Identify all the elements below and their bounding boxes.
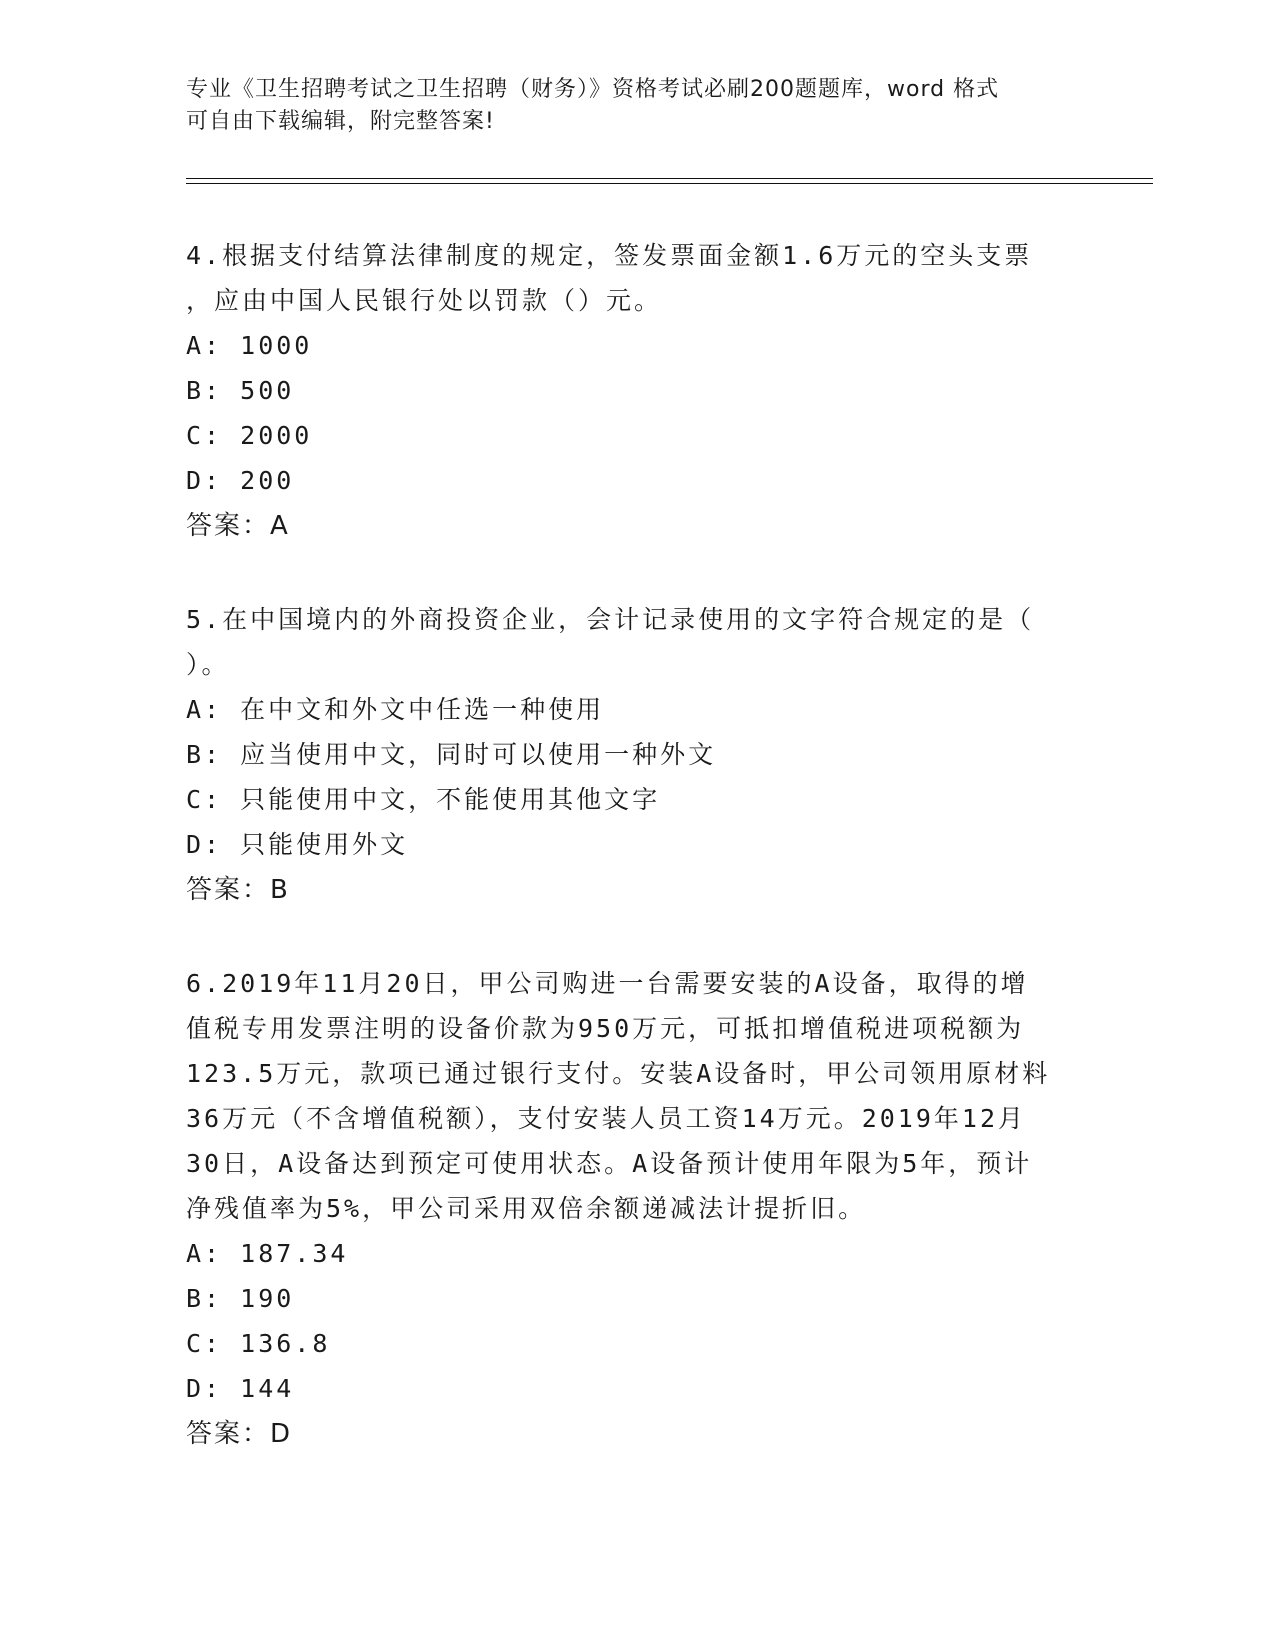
question-stem-line: 4.根据支付结算法律制度的规定，签发票面金额1.6万元的空头支票 [186,241,1033,270]
option-a: A: 187.34 [186,1239,349,1268]
answer-line: 答案：B [186,875,290,905]
question-6 [186,961,1086,1457]
option-c: C: 2000 [186,421,313,450]
option-c: C: 只能使用中文，不能使用其他文字 [186,785,661,814]
option-b: B: 190 [186,1284,295,1313]
page-header [186,74,1086,138]
header-divider-top [186,178,1153,179]
question-stem-line: 6.2019年11月20日，甲公司购进一台需要安装的A设备，取得的增 [186,969,1029,998]
question-stem-line: 净残值率为5%，甲公司采用双倍余额递减法计提折旧。 [186,1194,867,1223]
question-4 [186,233,1086,549]
header-title-line2: 可自由下载编辑，附完整答案! [186,109,495,134]
question-stem-line: ）。 [186,650,230,679]
answer-line: 答案：D [186,1419,293,1449]
option-a: A: 在中文和外文中任选一种使用 [186,695,605,724]
option-d: D: 144 [186,1374,295,1403]
answer-line: 答案：A [186,511,290,541]
option-c: C: 136.8 [186,1329,331,1358]
question-stem-line: 值税专用发票注明的设备价款为950万元，可抵扣增值税进项税额为 [186,1014,1025,1043]
question-stem-line: ，应由中国人民银行处以罚款（）元。 [186,286,663,315]
option-d: D: 只能使用外文 [186,830,409,859]
header-title-line1: 专业《卫生招聘考试之卫生招聘（财务）》资格考试必刷200题题库，word 格式 [186,77,1000,102]
option-b: B: 应当使用中文，同时可以使用一种外文 [186,740,717,769]
header-divider-bottom [186,183,1153,184]
option-b: B: 500 [186,376,295,405]
question-stem-line: 5.在中国境内的外商投资企业，会计记录使用的文字符合规定的是（ [186,605,1035,634]
question-stem-line: 30日，A设备达到预定可使用状态。A设备预计使用年限为5年，预计 [186,1149,1033,1178]
question-stem-line: 36万元（不含增值税额），支付安装人员工资14万元。2019年12月 [186,1104,1027,1133]
question-5 [186,597,1086,913]
option-a: A: 1000 [186,331,313,360]
option-d: D: 200 [186,466,295,495]
question-stem-line: 123.5万元，款项已通过银行支付。安装A设备时，甲公司领用原材料 [186,1059,1051,1088]
